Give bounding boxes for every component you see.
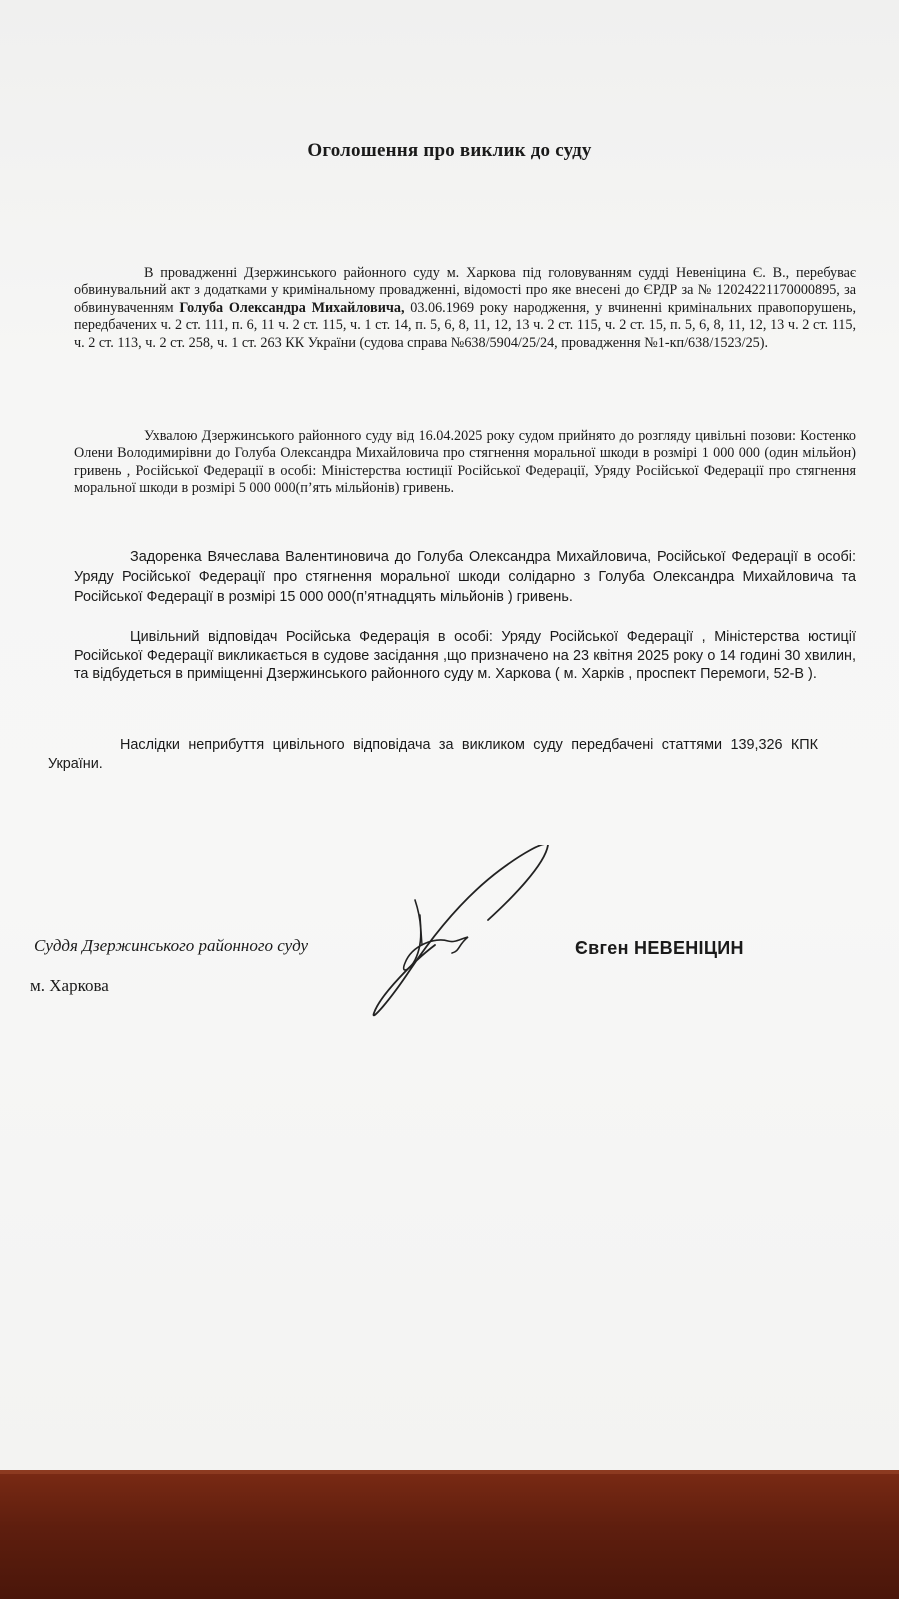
paragraph-proceedings-text-1: В провадженні Дзержинського районного суду м. Харкова під головуванням судді Невеніцина Є. В., перебуває обвинувальний акт з додатками у кримінальному провадженні, відомості про яке внесені до ЄРДР за № 12024221170000895, за обвинуваченням — [74, 265, 856, 316]
paragraph-civil-claims — [74, 428, 856, 498]
paragraph-consequences-text: Наслідки неприбуття цивільного відповідача за викликом суду передбачені статтями 139,326 КПК України. — [48, 737, 818, 772]
judge-city-label: м. Харкова — [30, 976, 109, 995]
paragraph-summons-text: Цивільний відповідач Російська Федерація в особі: Уряду Російської Федерації , Міністерства юстиції Російської Федерації викликається в судове засідання ,що призначено на 23 квітня 2025 року о 14 годині 30 хвилин, та відбудеться в приміщенні Дзержинського районного суду м. Харкова ( м. Харків , проспект Перемоги, 52-В ). — [74, 629, 856, 682]
paragraph-second-claim-text: Задоренка Вячеслава Валентиновича до Голуба Олександра Михайловича, Російської Федерації в особі: Уряду Російської Федерації про стягнення моральної шкоди солідарно з Голуба Олександра Михайловича та Російської Федерації в розмірі 15 000 000(п’ятнадцять мільйонів ) гривень. — [74, 549, 856, 605]
paragraph-second-claim — [74, 547, 856, 607]
paragraph-consequences — [48, 736, 818, 773]
judge-name: Євген НЕВЕНІЦИН — [575, 938, 744, 958]
paragraph-civil-claims-text: Ухвалою Дзержинського районного суду від 16.04.2025 року судом прийнято до розгляду цивільні позови: Костенко Олени Володимирівни до Голуба Олександра Михайловича про стягнення моральної шкоди в розмірі 1 000 000 (один мільйон) гривень , Російської Федерації в особі: Міністерства юстиції Російської Федерації, Уряду Російської Федерації про стягнення моральної шкоди в розмірі 5 000 000(п’ять мільйонів) гривень. — [74, 428, 856, 497]
paragraph-proceedings-text-2: 03.06.1969 року народження, у вчиненні кримінальних правопорушень, передбачених ч. 2 ст. 111, п. 6, 11 ч. 2 ст. 115, ч. 1 ст. 14, п. 5, 6, 8, 11, 12, 13 ч. 2 ст. 115, ч. 2 ст. 15, п. 5, 6, 8, 11, 12, 13 ч. 2 ст. 115, ч. 2 ст. 113, ч. 2 ст. 258, ч. 1 ст. 263 КК України (судова справа №638/5904/25/24, провадження №1-кп/638/1523/25). — [74, 299, 856, 351]
document-title: Оголошення про виклик до суду — [307, 140, 592, 161]
handwritten-signature — [360, 845, 570, 1030]
defendant-name: Голуба Олександра Михайловича, — [179, 299, 405, 316]
wooden-table-edge — [0, 1470, 899, 1599]
paragraph-proceedings — [74, 265, 856, 352]
paragraph-summons — [74, 628, 856, 684]
judge-position-label: Суддя Дзержинського районного суду — [34, 936, 309, 955]
